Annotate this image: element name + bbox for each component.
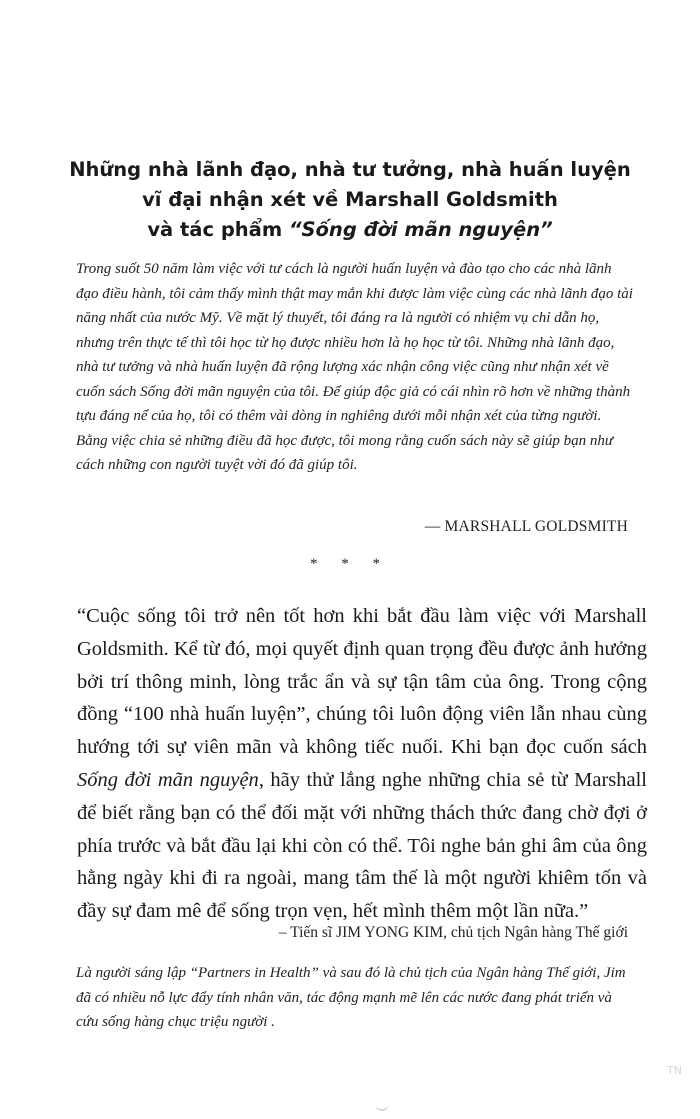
quote-part-2: , hãy thử lắng nghe những chia sẻ từ Marshall để biết rằng bạn có thể đối mặt với những thách thức đang chờ đợi ở phía trước và bắt đầu lại khi còn có thể. Tôi nghe bản ghi âm của ông hằng ngày khi đi ra ngoài, mang tâm thế là một người khiêm tốn và đầy sự đam mê để sống trọn vẹn, hết mình thêm một lần nữa.” xyxy=(77,768,647,923)
quote-book-title: Sống đời mãn nguyện xyxy=(77,768,259,791)
page-curl-mark xyxy=(375,1103,389,1111)
corner-watermark: TN xyxy=(667,1064,682,1077)
title-line-3-prefix: và tác phẩm xyxy=(147,218,289,241)
book-title-italic: “Sống đời mãn nguyện” xyxy=(288,218,553,241)
testimonial-quote xyxy=(77,600,647,928)
contributor-note: Là người sáng lập “Partners in Health” và sau đó là chủ tịch của Ngân hàng Thế giới, Jim đã có nhiều nỗ lực đẩy tính nhân văn, tác động mạnh mẽ lên các nước đang phát triển và cứu sống hàng chục triệu người . xyxy=(76,965,626,1030)
title-line-1: Những nhà lãnh đạo, nhà tư tưởng, nhà huấn luyện xyxy=(69,158,631,181)
title-line-3 xyxy=(60,215,640,245)
intro-paragraph: Trong suốt 50 năm làm việc với tư cách là người huấn luyện và đào tạo cho các nhà lãnh đạo điều hành, tôi cảm thấy mình thật may mắn khi được làm việc cùng các nhà lãnh đạo tài năng nhất của nước Mỹ. Về mặt lý thuyết, tôi đáng ra là người có nhiệm vụ chỉ dẫn họ, nhưng trên thực tế thì tôi học từ họ được nhiều hơn là họ học từ tôi. Những nhà lãnh đạo, nhà tư tưởng và nhà huấn luyện đã rộng lượng xác nhận công việc cũng như nhận xét về cuốn sách Sống đời mãn nguyện của tôi. Để giúp độc giả có cái nhìn rõ hơn về những thành tựu đáng nể của họ, tôi có thêm vài dòng in nghiêng dưới mỗi nhận xét của từng người. Bằng việc chia sẻ những điều đã học được, tôi mong rằng cuốn sách này sẽ giúp bạn như cách những con người tuyệt vời đó đã giúp tôi. xyxy=(76,261,633,473)
section-separator: * * * xyxy=(310,556,390,572)
page-title xyxy=(60,155,640,245)
author-signature: — MARSHALL GOLDSMITH xyxy=(424,518,628,535)
quote-attribution: – Tiến sĩ JIM YONG KIM, chủ tịch Ngân hàng Thế giới xyxy=(278,924,628,941)
quote-part-1: “Cuộc sống tôi trở nên tốt hơn khi bắt đầu làm việc với Marshall Goldsmith. Kể từ đó, mọi quyết định quan trọng đều được ảnh hưởng bởi trí thông minh, lòng trắc ẩn và sự tận tâm của ông. Trong cộng đồng “100 nhà huấn luyện”, chúng tôi luôn động viên lẫn nhau cùng hướng tới sự viên mãn và không tiếc nuối. Khi bạn đọc cuốn sách xyxy=(77,605,647,759)
title-line-2: vĩ đại nhận xét về Marshall Goldsmith xyxy=(142,188,558,211)
